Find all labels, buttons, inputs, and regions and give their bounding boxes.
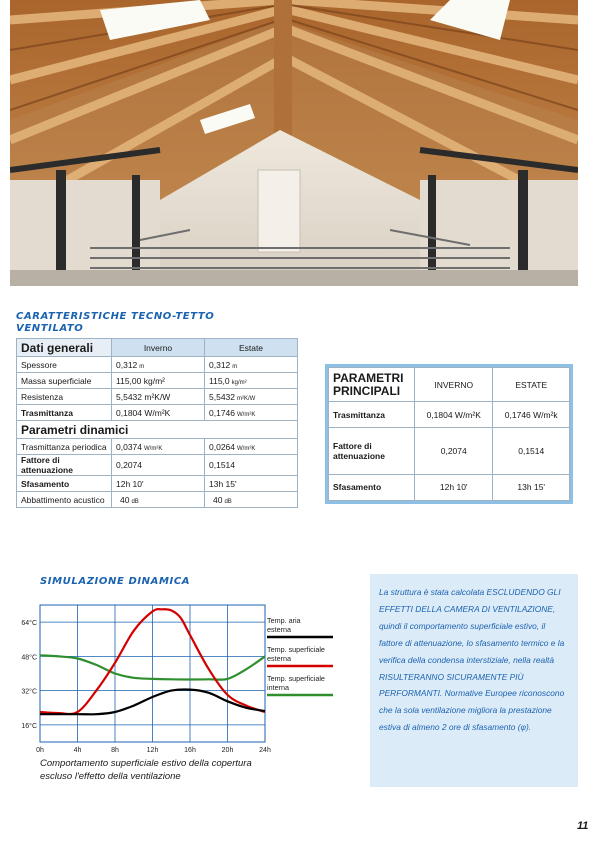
dynamic-header: Parametri dinamici xyxy=(17,421,298,439)
winter-value: 0,1804 W/m²K xyxy=(112,405,205,421)
params-header-row xyxy=(329,368,570,402)
summer-value: 0,1746 W/m²k xyxy=(493,402,570,428)
table-row xyxy=(17,492,298,508)
legend-label xyxy=(267,616,301,634)
note-text: La struttura è stata calcolata ESCLUDENDO GLI EFFETTI DELLA CAMERA DI VENTILAZIONE, quindi il comportamento superficiale estivo, il fattore di attenuazione, lo sfasamento termico e la verifica della condensa interstiziale, nella realtà RISULTERANNO SICURAMENTE PIÙ PERFORMANTI. Normative Europee riconoscono che la sola ventilazione migliora la prestazione estiva di almeno 2 ore di sfasamento (φ). xyxy=(379,587,565,733)
winter-value: 12h 10' xyxy=(415,474,493,500)
x-tick-label: 4h xyxy=(73,747,82,754)
winter-value: 0,2074 xyxy=(415,428,493,474)
legend-label-line: Temp. superficiale xyxy=(267,645,325,654)
row-label: Fattore di attenuazione xyxy=(17,455,112,476)
attic-photo xyxy=(10,0,578,286)
legend-label-line: esterna xyxy=(267,625,291,634)
table-row xyxy=(329,474,570,500)
row-label: Fattore di attenuazione xyxy=(329,428,415,474)
winter-value: 115,00 kg/m² xyxy=(112,373,205,389)
summer-value: 5,5432 m²K/W xyxy=(205,389,298,405)
winter-value: 0,2074 xyxy=(112,455,205,476)
params-col-winter: INVERNO xyxy=(415,368,493,402)
specs-title-line2: VENTILATO xyxy=(16,323,84,334)
simulation-chart xyxy=(14,590,354,760)
x-tick-label: 24h xyxy=(259,747,271,754)
dynamic-header-row xyxy=(17,421,298,439)
summer-value: 13h 15' xyxy=(205,476,298,492)
row-label: Trasmittanza xyxy=(329,402,415,428)
summer-value: 0,1514 xyxy=(493,428,570,474)
y-tick-label: 32°C xyxy=(21,688,37,696)
row-label: Sfasamento xyxy=(17,476,112,492)
summer-value: 0,0264 W/m²K xyxy=(205,439,298,455)
params-title-line2: PRINCIPALI xyxy=(333,383,401,398)
summer-value: 115,0 kg/m² xyxy=(205,373,298,389)
chart-legend xyxy=(267,616,333,695)
col-winter-header: Inverno xyxy=(112,339,205,357)
row-label: Trasmittanza periodica xyxy=(17,439,112,455)
params-col-summer: ESTATE xyxy=(493,368,570,402)
legend-label xyxy=(267,645,325,663)
legend-label-line: Temp. aria xyxy=(267,616,301,625)
winter-value: 12h 10' xyxy=(112,476,205,492)
table-row xyxy=(329,402,570,428)
table-row xyxy=(17,476,298,492)
table-row xyxy=(17,357,298,373)
table-row xyxy=(17,405,298,421)
table-row xyxy=(17,373,298,389)
table-row xyxy=(17,455,298,476)
row-label: Resistenza xyxy=(17,389,112,405)
winter-value: 0,1804 W/m²K xyxy=(415,402,493,428)
specs-title xyxy=(16,311,214,335)
legend-label-line: interna xyxy=(267,683,289,692)
winter-value: 0,0374 W/m²K xyxy=(112,439,205,455)
chart-caption: Comportamento superficiale estivo della copertura escluso l'effetto della ventilazione xyxy=(40,758,252,782)
x-tick-label: 12h xyxy=(146,747,159,754)
params-title-line1: PARAMETRI xyxy=(333,370,404,385)
main-params-box xyxy=(325,364,573,504)
general-header-row xyxy=(17,339,298,357)
chart-grid xyxy=(40,605,265,742)
general-header: Dati generali xyxy=(17,339,112,357)
col-summer-header: Estate xyxy=(205,339,298,357)
legend-label-line: esterna xyxy=(267,654,291,663)
specs-title-line1: CARATTERISTICHE TECNO-TETTO xyxy=(16,311,215,322)
page-number: 11 xyxy=(577,820,589,832)
legend-label xyxy=(267,674,325,692)
x-tick-label: 0h xyxy=(36,747,44,754)
row-label: Massa superficiale xyxy=(17,373,112,389)
summer-value: 40 dB xyxy=(205,492,298,508)
y-tick-label: 16°C xyxy=(21,722,37,730)
winter-value: 5,5432 m²K/W xyxy=(112,389,205,405)
legend-label-line: Temp. superficiale xyxy=(267,674,325,683)
table-row xyxy=(17,439,298,455)
table-row xyxy=(17,389,298,405)
x-tick-label: 8h xyxy=(111,747,119,754)
x-tick-label: 20h xyxy=(221,747,234,754)
row-label: Abbattimento acustico xyxy=(17,492,112,508)
x-tick-label: 16h xyxy=(184,747,196,754)
y-tick-label: 64°C xyxy=(21,620,37,628)
y-tick-label: 48°C xyxy=(21,654,37,662)
summer-value: 0,1514 xyxy=(205,455,298,476)
summer-value: 0,1746 W/m²K xyxy=(205,405,298,421)
simulation-title: SIMULAZIONE DINAMICA xyxy=(40,576,191,587)
row-label: Sfasamento xyxy=(329,474,415,500)
winter-value: 0,312 m xyxy=(112,357,205,373)
main-params-table xyxy=(328,367,570,501)
note-box xyxy=(370,574,578,787)
specs-table xyxy=(16,338,298,508)
summer-value: 13h 15' xyxy=(493,474,570,500)
row-label: Trasmittanza xyxy=(17,405,112,421)
table-row xyxy=(329,428,570,474)
winter-value: 40 dB xyxy=(112,492,205,508)
summer-value: 0,312 m xyxy=(205,357,298,373)
params-title xyxy=(329,368,415,402)
row-label: Spessore xyxy=(17,357,112,373)
